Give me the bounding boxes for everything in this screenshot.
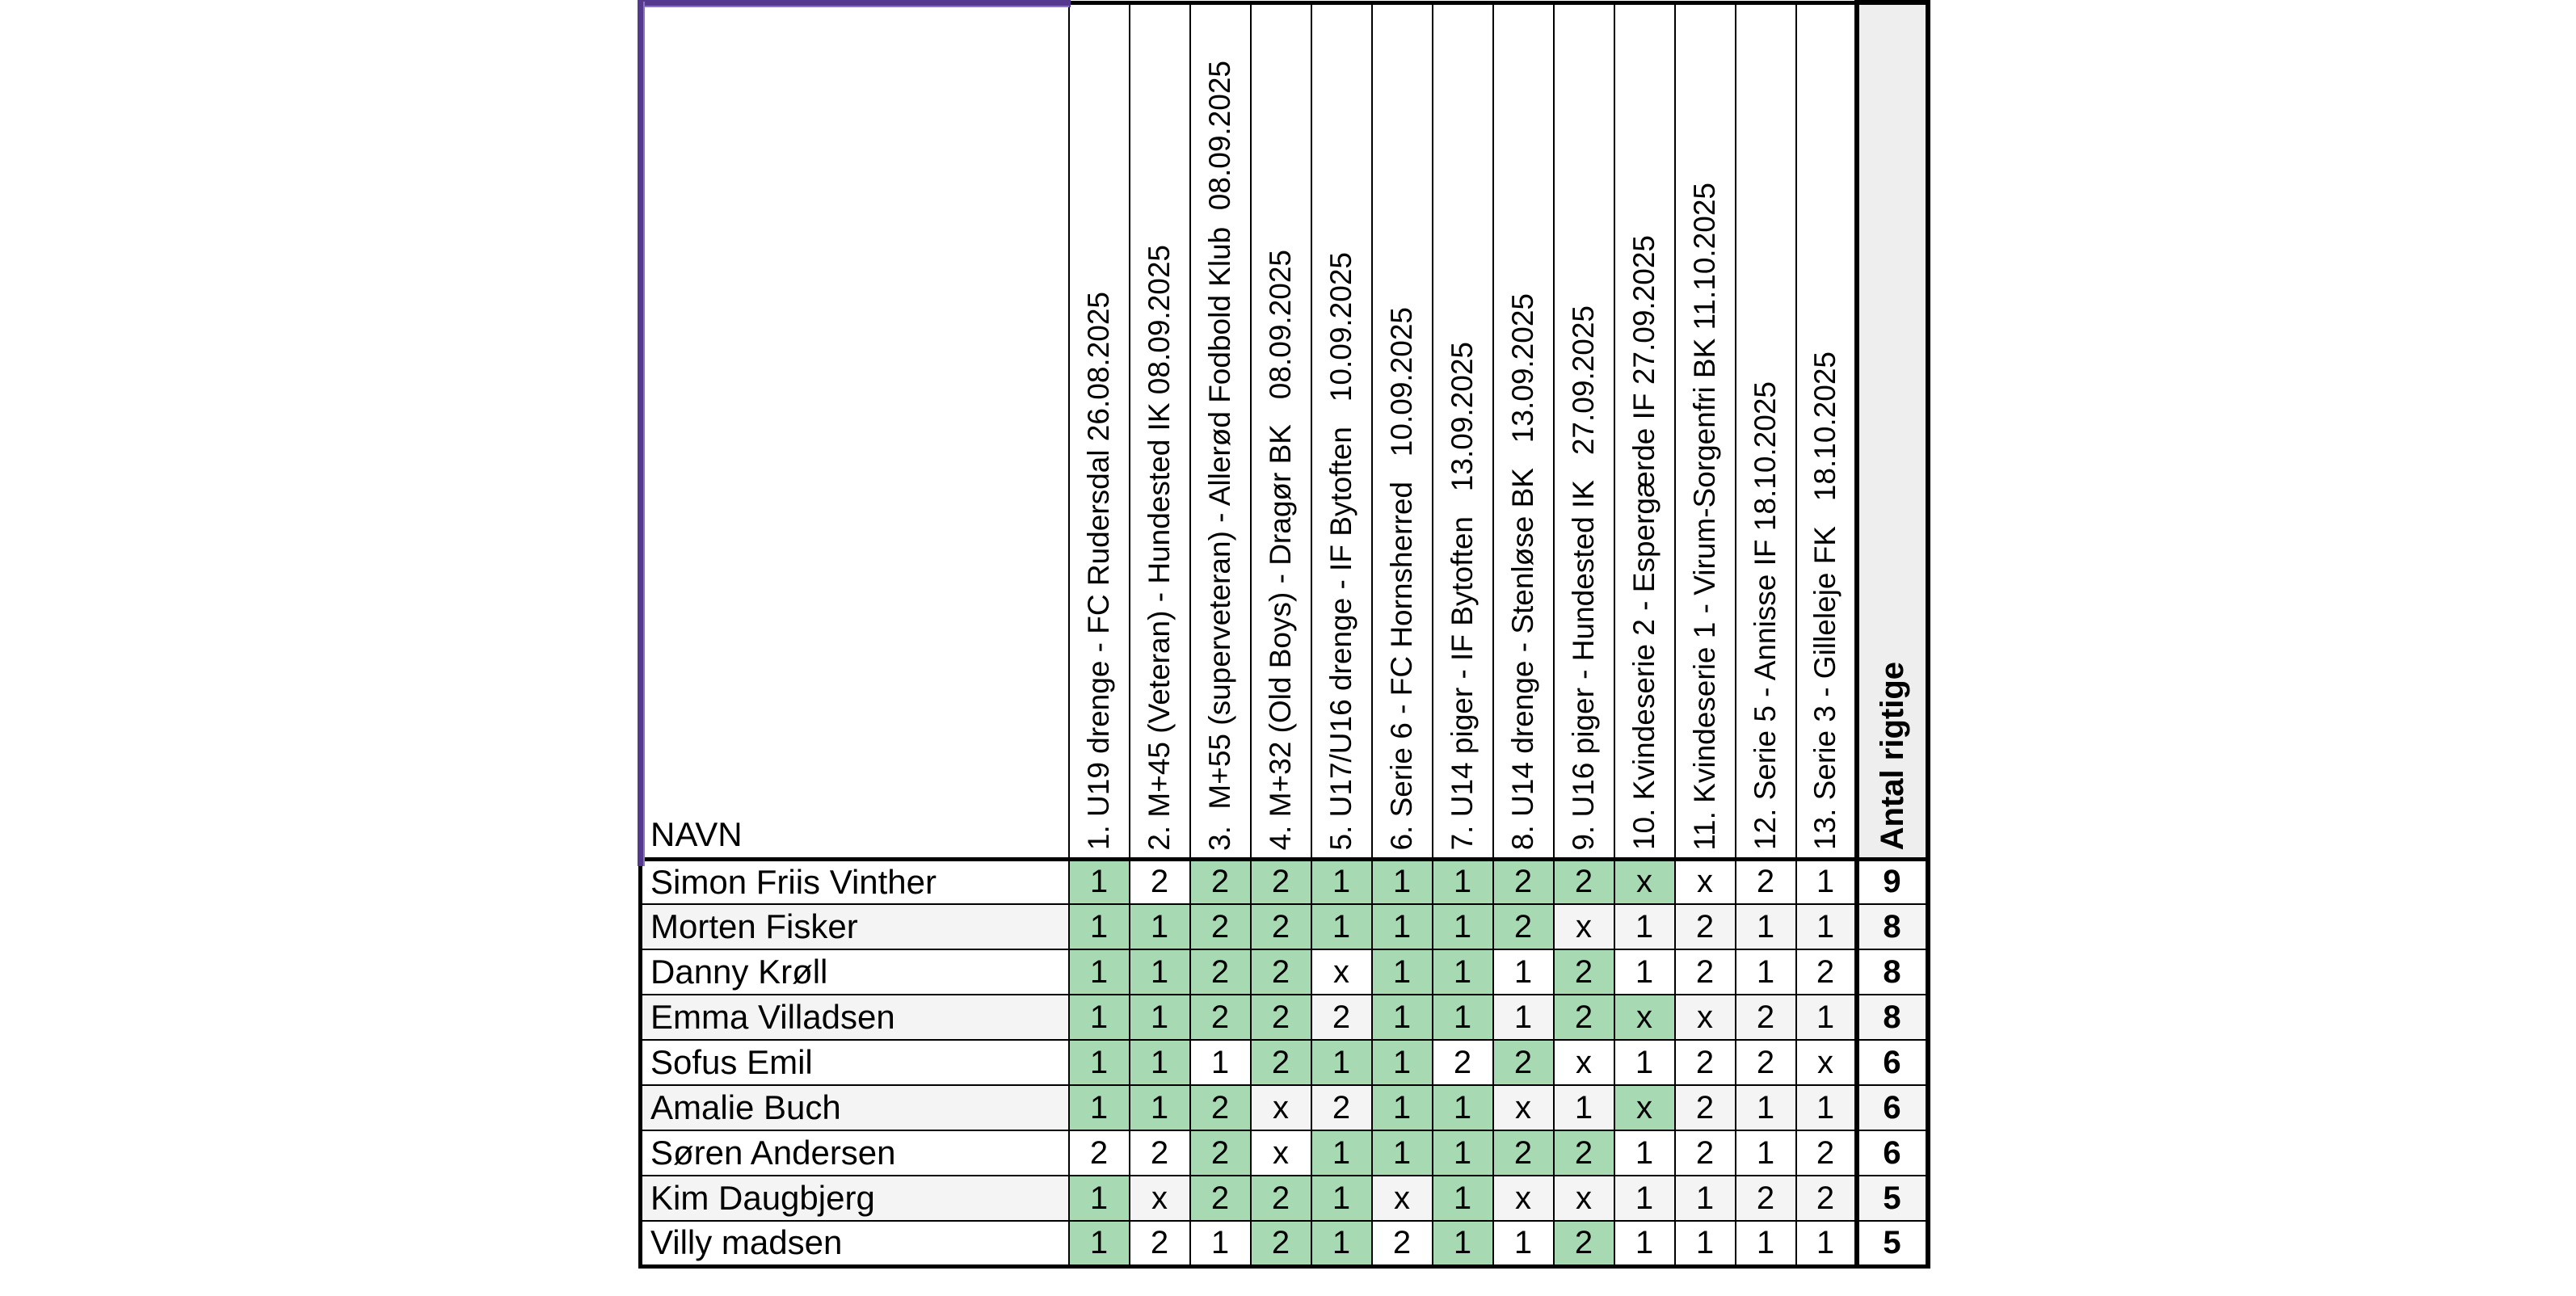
pick-cell-correct[interactable]: 1 [1372, 1085, 1433, 1130]
pick-cell[interactable]: 1 [1675, 1176, 1736, 1221]
pick-cell[interactable]: 2 [1796, 1176, 1857, 1221]
pick-cell[interactable]: 2 [1372, 1221, 1433, 1266]
pick-cell-correct[interactable]: 2 [1251, 949, 1311, 995]
pick-cell[interactable]: 2 [1130, 1221, 1190, 1266]
pick-cell[interactable]: 1 [1736, 949, 1796, 995]
pick-cell-correct[interactable]: 1 [1433, 995, 1493, 1040]
pick-cell[interactable]: 2 [1675, 1040, 1736, 1085]
pick-cell[interactable]: x [1493, 1176, 1554, 1221]
pick-cell-correct[interactable]: 1 [1069, 1040, 1130, 1085]
pick-cell-correct[interactable]: 1 [1433, 904, 1493, 949]
pick-cell[interactable]: 2 [1675, 949, 1736, 995]
player-row [641, 1221, 1928, 1266]
pick-cell[interactable]: 1 [1614, 1040, 1675, 1085]
pick-cell[interactable]: x [1554, 1040, 1614, 1085]
pick-cell[interactable]: x [1554, 904, 1614, 949]
total-correct-cell[interactable]: 8 [1857, 995, 1928, 1040]
pick-cell-correct[interactable]: 1 [1433, 1221, 1493, 1266]
pick-cell-correct[interactable]: 1 [1372, 995, 1433, 1040]
pick-cell-correct[interactable]: 1 [1130, 1085, 1190, 1130]
player-row [641, 859, 1928, 904]
total-correct-cell[interactable]: 8 [1857, 949, 1928, 995]
match-header-wrap [1191, 5, 1250, 857]
pick-cell-correct[interactable]: 2 [1190, 1085, 1251, 1130]
pick-cell[interactable]: 1 [1190, 1040, 1251, 1085]
pick-cell[interactable]: 1 [1493, 1221, 1554, 1266]
pick-cell[interactable]: 2 [1433, 1040, 1493, 1085]
pick-cell-correct[interactable]: 2 [1190, 995, 1251, 1040]
pick-cell[interactable]: 2 [1736, 1040, 1796, 1085]
total-column-header-cell[interactable] [1857, 2, 1928, 859]
pick-cell-correct[interactable]: x [1614, 1085, 1675, 1130]
pick-cell-correct[interactable]: 2 [1190, 1130, 1251, 1176]
pick-cell[interactable]: x [1796, 1040, 1857, 1085]
pick-cell-correct[interactable]: 1 [1311, 1176, 1372, 1221]
match-header-label: 7. U14 piger - IF Bytoften 13.09.2025 [1445, 342, 1479, 851]
pick-cell-correct[interactable]: 1 [1130, 904, 1190, 949]
selection-border-left-icon [638, 0, 645, 866]
pick-cell-correct[interactable]: 2 [1493, 904, 1554, 949]
pick-cell-correct[interactable]: 1 [1433, 1130, 1493, 1176]
pick-cell[interactable]: 2 [1675, 1130, 1736, 1176]
pick-cell-correct[interactable]: 1 [1130, 1040, 1190, 1085]
pick-cell[interactable]: 1 [1736, 904, 1796, 949]
pick-cell[interactable]: 2 [1736, 859, 1796, 904]
player-name-cell[interactable]: Morten Fisker [641, 904, 1069, 949]
match-header-label: 5. U17/U16 drenge - IF Bytoften 10.09.2025 [1324, 252, 1357, 851]
pick-cell-correct[interactable]: 1 [1433, 859, 1493, 904]
predictions-table [638, 0, 1930, 1269]
pick-cell-correct[interactable]: 2 [1251, 904, 1311, 949]
total-correct-cell[interactable]: 6 [1857, 1130, 1928, 1176]
player-row [641, 904, 1928, 949]
match-column-header-cell[interactable] [1554, 2, 1614, 859]
pick-cell[interactable]: 1 [1614, 904, 1675, 949]
pick-cell[interactable]: 1 [1736, 1221, 1796, 1266]
match-column-header-cell[interactable] [1372, 2, 1433, 859]
total-correct-cell[interactable]: 8 [1857, 904, 1928, 949]
player-name-cell[interactable]: Kim Daugbjerg [641, 1176, 1069, 1221]
pick-cell-correct[interactable]: 2 [1493, 1040, 1554, 1085]
pick-cell[interactable]: 2 [1311, 1085, 1372, 1130]
match-column-header-cell[interactable] [1069, 2, 1130, 859]
match-header-wrap [1130, 5, 1189, 857]
match-header-label: 6. Serie 6 - FC Hornsherred 10.09.2025 [1384, 306, 1418, 851]
pick-cell-correct[interactable]: 1 [1372, 904, 1433, 949]
pick-cell-correct[interactable]: 1 [1069, 995, 1130, 1040]
pick-cell-correct[interactable]: 2 [1190, 949, 1251, 995]
pick-cell[interactable]: 2 [1736, 1176, 1796, 1221]
pick-cell-correct[interactable]: 2 [1251, 859, 1311, 904]
pick-cell-correct[interactable]: 1 [1069, 859, 1130, 904]
player-name-cell[interactable]: Simon Friis Vinther [641, 859, 1069, 904]
pick-cell[interactable]: x [1130, 1176, 1190, 1221]
pick-cell-correct[interactable]: 1 [1372, 859, 1433, 904]
match-header-wrap [1494, 5, 1553, 857]
pick-cell[interactable]: 1 [1614, 949, 1675, 995]
match-column-header-cell[interactable] [1796, 2, 1857, 859]
pick-cell[interactable]: 1 [1796, 859, 1857, 904]
match-column-header-cell[interactable] [1311, 2, 1372, 859]
pick-cell-correct[interactable]: 1 [1311, 1040, 1372, 1085]
pick-cell-correct[interactable]: 2 [1554, 1221, 1614, 1266]
match-header-wrap [1433, 5, 1492, 857]
pick-cell[interactable]: 1 [1796, 1221, 1857, 1266]
pick-cell-correct[interactable]: 1 [1433, 949, 1493, 995]
pick-cell[interactable]: 2 [1069, 1130, 1130, 1176]
pick-cell-correct[interactable]: 2 [1251, 995, 1311, 1040]
pick-cell-correct[interactable]: 1 [1311, 859, 1372, 904]
match-header-wrap [1615, 5, 1674, 857]
pick-cell[interactable]: x [1675, 859, 1736, 904]
player-name-cell[interactable]: Sofus Emil [641, 1040, 1069, 1085]
pick-cell[interactable]: 1 [1796, 995, 1857, 1040]
match-header-label: 8. U14 drenge - Stenløse BK 13.09.2025 [1505, 293, 1539, 851]
match-header-label: 11. Kvindeserie 1 - Virum-Sorgenfri BK 11.10.2025 [1687, 182, 1721, 851]
player-row [641, 1040, 1928, 1085]
prediction-sheet [638, 0, 1931, 1296]
pick-cell-correct[interactable]: 1 [1433, 1085, 1493, 1130]
match-header-label: 2. M+45 (Veteran) - Hundested IK 08.09.2025 [1142, 244, 1176, 851]
player-row [641, 1130, 1928, 1176]
pick-cell-correct[interactable]: 2 [1251, 1221, 1311, 1266]
pick-cell[interactable]: 1 [1675, 1221, 1736, 1266]
match-header-label: 1. U19 drenge - FC Rudersdal 26.08.2025 [1081, 292, 1115, 851]
name-column-header-cell[interactable]: NAVN [641, 2, 1069, 859]
match-header-label: 3. M+55 (superveteran) - Allerød Fodbold Klub 08.09.2025 [1202, 60, 1236, 851]
pick-cell-correct[interactable]: 2 [1554, 859, 1614, 904]
total-correct-cell[interactable]: 5 [1857, 1176, 1928, 1221]
pick-cell-correct[interactable]: 2 [1190, 1176, 1251, 1221]
match-column-header-cell[interactable] [1675, 2, 1736, 859]
total-header-wrap [1859, 5, 1926, 857]
match-header-label: 12. Serie 5 - Annisse IF 18.10.2025 [1748, 381, 1782, 851]
pick-cell[interactable]: x [1372, 1176, 1433, 1221]
pick-cell-correct[interactable]: 2 [1190, 904, 1251, 949]
player-row [641, 1085, 1928, 1130]
pick-cell-correct[interactable]: 2 [1554, 995, 1614, 1040]
pick-cell-correct[interactable]: 2 [1554, 1130, 1614, 1176]
pick-cell-correct[interactable]: 1 [1069, 1085, 1130, 1130]
pick-cell[interactable]: 1 [1190, 1221, 1251, 1266]
pick-cell[interactable]: 2 [1675, 904, 1736, 949]
pick-cell[interactable]: x [1675, 995, 1736, 1040]
match-header-wrap [1676, 5, 1735, 857]
pick-cell[interactable]: 1 [1736, 1130, 1796, 1176]
players-body [641, 859, 1928, 1266]
pick-cell-correct[interactable]: 1 [1311, 1130, 1372, 1176]
pick-cell[interactable]: 2 [1311, 995, 1372, 1040]
pick-cell[interactable]: x [1251, 1130, 1311, 1176]
pick-cell[interactable]: 1 [1493, 949, 1554, 995]
pick-cell-correct[interactable]: 2 [1190, 859, 1251, 904]
match-column-header-cell[interactable] [1130, 2, 1190, 859]
match-column-header-cell[interactable] [1190, 2, 1251, 859]
pick-cell[interactable]: x [1311, 949, 1372, 995]
match-header-wrap [1555, 5, 1614, 857]
pick-cell[interactable]: 2 [1130, 1130, 1190, 1176]
pick-cell[interactable]: 1 [1493, 995, 1554, 1040]
player-name-cell[interactable]: Søren Andersen [641, 1130, 1069, 1176]
match-column-header-cell[interactable] [1251, 2, 1311, 859]
pick-cell-correct[interactable]: 1 [1069, 1176, 1130, 1221]
pick-cell-correct[interactable]: 1 [1372, 1040, 1433, 1085]
pick-cell[interactable]: 1 [1554, 1085, 1614, 1130]
pick-cell[interactable]: x [1493, 1085, 1554, 1130]
pick-cell[interactable]: 1 [1614, 1176, 1675, 1221]
pick-cell[interactable]: 2 [1796, 1130, 1857, 1176]
pick-cell[interactable]: 1 [1614, 1130, 1675, 1176]
pick-cell[interactable]: 1 [1736, 1085, 1796, 1130]
player-name-cell[interactable]: Amalie Buch [641, 1085, 1069, 1130]
pick-cell[interactable]: 2 [1796, 949, 1857, 995]
pick-cell-correct[interactable]: 2 [1251, 1040, 1311, 1085]
selection-border-top-icon [638, 0, 1071, 7]
pick-cell[interactable]: x [1554, 1176, 1614, 1221]
total-correct-cell[interactable]: 6 [1857, 1085, 1928, 1130]
pick-cell-correct[interactable]: 1 [1433, 1176, 1493, 1221]
total-correct-cell[interactable]: 9 [1857, 859, 1928, 904]
match-header-wrap [1797, 5, 1854, 857]
match-header-wrap [1373, 5, 1432, 857]
pick-cell[interactable]: 2 [1675, 1085, 1736, 1130]
pick-cell-correct[interactable]: x [1614, 859, 1675, 904]
match-header-label: 13. Serie 3 - Gilleleje FK 18.10.2025 [1808, 351, 1842, 851]
player-row [641, 995, 1928, 1040]
pick-cell[interactable]: 2 [1130, 859, 1190, 904]
pick-cell[interactable]: 2 [1736, 995, 1796, 1040]
match-column-header-cell[interactable] [1736, 2, 1796, 859]
match-column-header-cell[interactable] [1433, 2, 1493, 859]
match-header-label: 9. U16 piger - Hundested IK 27.09.2025 [1566, 305, 1600, 851]
header-row [641, 2, 1928, 859]
match-header-wrap [1736, 5, 1795, 857]
match-header-wrap [1070, 5, 1129, 857]
pick-cell-correct[interactable]: 2 [1493, 859, 1554, 904]
pick-cell-correct[interactable]: 1 [1372, 949, 1433, 995]
match-column-header-cell[interactable] [1614, 2, 1675, 859]
pick-cell-correct[interactable]: 1 [1069, 949, 1130, 995]
pick-cell[interactable]: 1 [1614, 1221, 1675, 1266]
total-header-label: Antal rigtige [1874, 662, 1910, 851]
pick-cell-correct[interactable]: x [1614, 995, 1675, 1040]
pick-cell-correct[interactable]: 1 [1130, 995, 1190, 1040]
pick-cell-correct[interactable]: 1 [1311, 1221, 1372, 1266]
pick-cell-correct[interactable]: 1 [1130, 949, 1190, 995]
pick-cell-correct[interactable]: 2 [1251, 1176, 1311, 1221]
player-row [641, 949, 1928, 995]
pick-cell[interactable]: 1 [1796, 904, 1857, 949]
player-name-cell[interactable]: Emma Villadsen [641, 995, 1069, 1040]
total-correct-cell[interactable]: 5 [1857, 1221, 1928, 1266]
match-header-wrap [1312, 5, 1371, 857]
pick-cell-correct[interactable]: 1 [1069, 1221, 1130, 1266]
pick-cell-correct[interactable]: 1 [1069, 904, 1130, 949]
match-header-label: 4. M+32 (Old Boys) - Dragør BK 08.09.2025 [1263, 250, 1297, 851]
pick-cell-correct[interactable]: 1 [1372, 1130, 1433, 1176]
player-name-cell[interactable]: Danny Krøll [641, 949, 1069, 995]
match-column-header-cell[interactable] [1493, 2, 1554, 859]
pick-cell-correct[interactable]: 2 [1493, 1130, 1554, 1176]
pick-cell-correct[interactable]: 2 [1554, 949, 1614, 995]
total-correct-cell[interactable]: 6 [1857, 1040, 1928, 1085]
pick-cell-correct[interactable]: 1 [1311, 904, 1372, 949]
match-header-wrap [1252, 5, 1311, 857]
pick-cell[interactable]: x [1251, 1085, 1311, 1130]
match-header-label: 10. Kvindeserie 2 - Espergærde IF 27.09.2025 [1627, 235, 1661, 851]
pick-cell[interactable]: 1 [1796, 1085, 1857, 1130]
player-name-cell[interactable]: Villy madsen [641, 1221, 1069, 1266]
player-row [641, 1176, 1928, 1221]
